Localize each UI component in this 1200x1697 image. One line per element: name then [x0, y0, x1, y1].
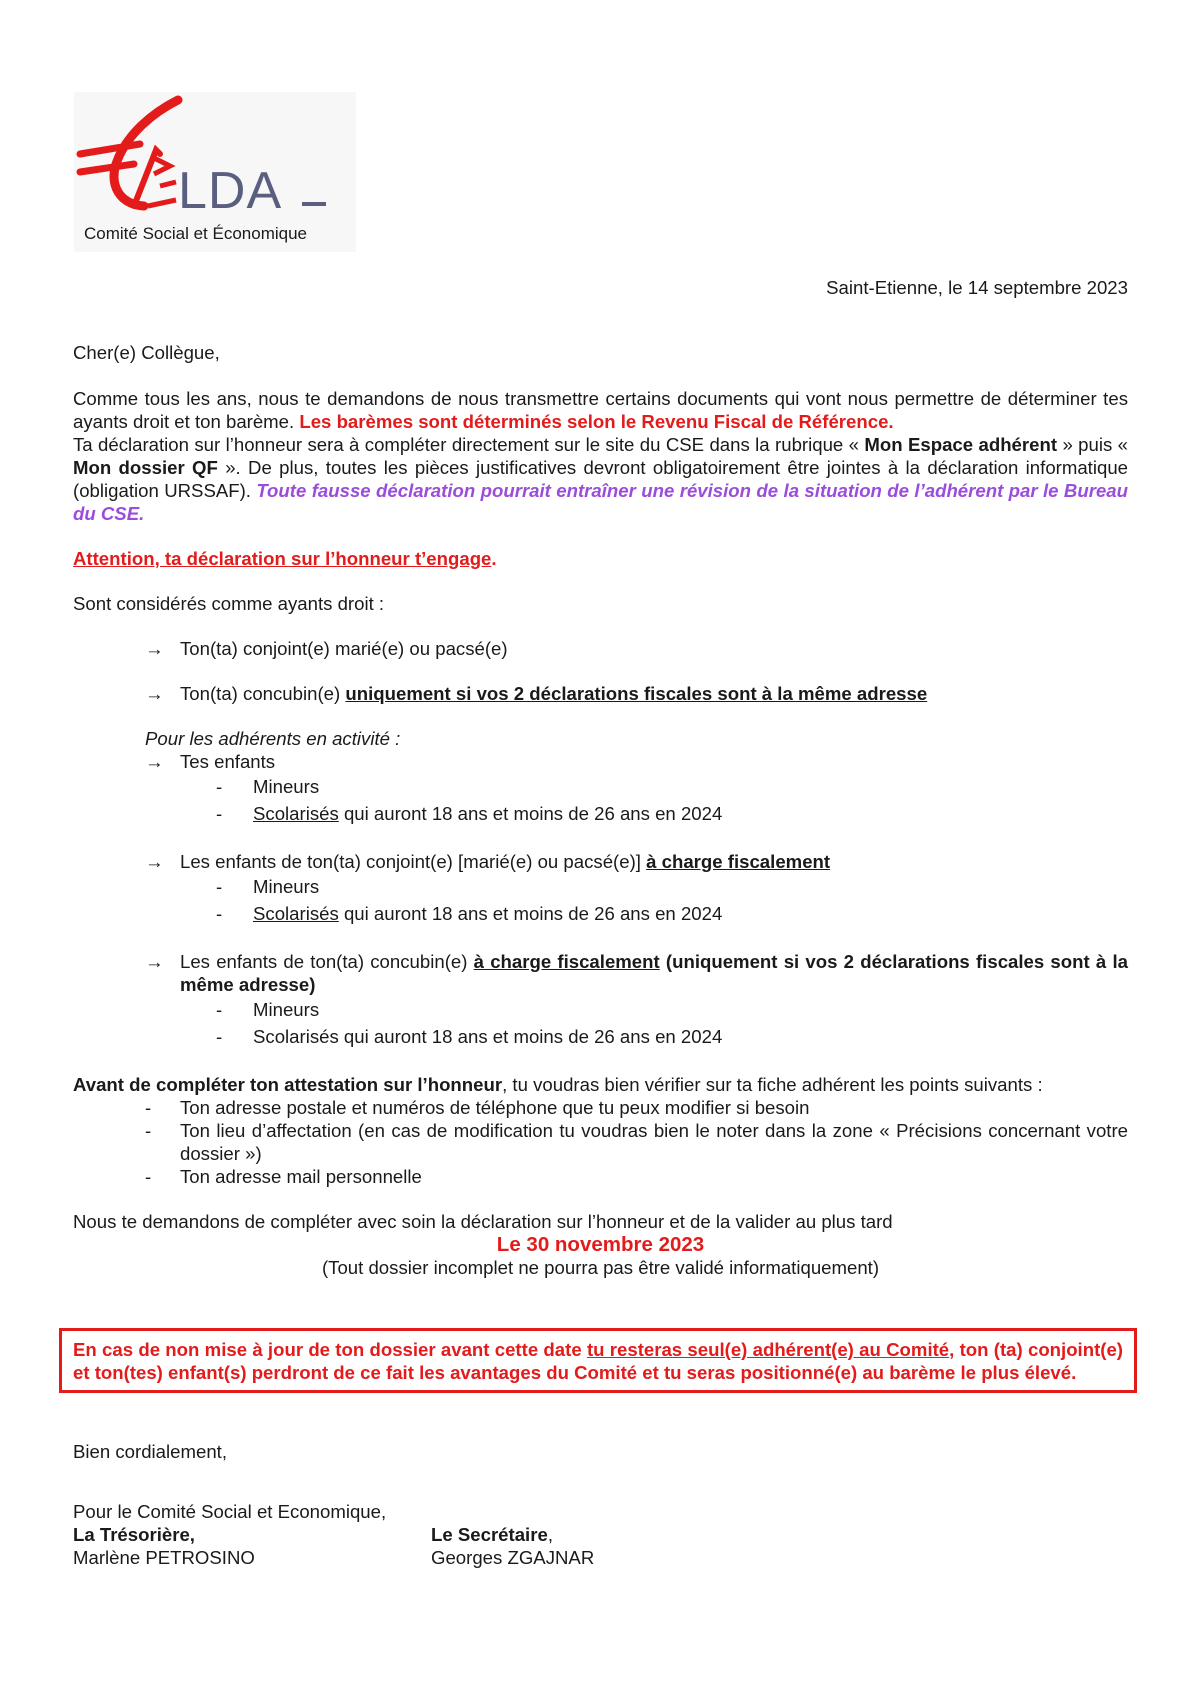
signature-secretary: Le Secrétaire, Georges ZGAJNAR [431, 1524, 595, 1568]
mon-espace-adherent: Mon Espace adhérent [864, 434, 1058, 455]
signature-name-secretary: Georges ZGAJNAR [431, 1547, 595, 1568]
signature-role-secretary: Le Secrétaire [431, 1524, 548, 1545]
warning-box: En cas de non mise à jour de ton dossier avant cette date tu resteras seul(e) adhérent(e) au Comité, ton (ta) conjoint(e) et ton(tes) enfant(s) perdront de ce fait les avantages du Comité et tu seras positionné(e) au barème le plus élevé. [59, 1328, 1137, 1393]
greeting: Cher(e) Collègue, [73, 342, 220, 363]
deadline-intro: Nous te demandons de compléter avec soin la déclaration sur l’honneur et de la valider au plus tard [73, 1211, 893, 1232]
list-item: - Mineurs [216, 876, 320, 897]
list-item: → Ton(ta) concubin(e) uniquement si vos 2 déclarations fiscales sont à la même adresse [145, 683, 928, 704]
bareme-notice: Les barèmes sont déterminés selon le Revenu Fiscal de Référence. [299, 411, 894, 432]
signature-name-treasurer: Marlène PETROSINO [73, 1547, 255, 1568]
signature-block [73, 1500, 773, 1569]
logo-subtitle: Comité Social et Économique [84, 224, 308, 243]
list-item: - Ton adresse postale et numéros de téléphone que tu peux modifier si besoin [145, 1097, 810, 1118]
signature-role-treasurer: La Trésorière, [73, 1524, 195, 1545]
list-item: → Tes enfants [145, 751, 276, 772]
deadline-note: (Tout dossier incomplet ne pourra pas être validé informatiquement) [321, 1257, 880, 1278]
signature-org: Pour le Comité Social et Economique, [73, 1501, 387, 1522]
attention-line: Attention, ta déclaration sur l’honneur t’engage. [73, 548, 497, 569]
activite-label: Pour les adhérents en activité : [145, 728, 401, 749]
arrow-icon: → [145, 751, 164, 772]
letter-body [73, 341, 1128, 1279]
logo-lettering: LDA [178, 162, 283, 220]
verify-intro: Avant de compléter ton attestation sur l’honneur, tu voudras bien vérifier sur ta fiche adhérent les points suivants : [73, 1074, 1043, 1095]
false-declaration-warning: Toute fausse déclaration pourrait entraîner une révision de la situation de l’adhérent par le Bureau du CSE. [73, 480, 1128, 524]
list-item: - Ton adresse mail personnelle [145, 1166, 422, 1187]
list-item: - Scolarisés qui auront 18 ans et moins de 26 ans en 2024 [216, 903, 723, 924]
list-item: - Ton lieu d’affectation (en cas de modification tu voudras bien le noter dans la zone « Précisions concernant votre dossier ») [145, 1120, 1128, 1164]
list-item: → Les enfants de ton(ta) conjoint(e) [marié(e) ou pacsé(e)] à charge fiscalement [145, 851, 831, 872]
list-item: - Scolarisés qui auront 18 ans et moins de 26 ans en 2024 [216, 1026, 723, 1047]
euro-logo-icon [74, 92, 356, 222]
ayants-title: Sont considérés comme ayants droit : [73, 593, 385, 614]
intro-paragraph: Comme tous les ans, nous te demandons de nous transmettre certains documents qui vont nous permettre de déterminer tes ayants droit et ton barème. Les barèmes sont déterminés selon le Revenu Fiscal de Référence. Ta déclaration sur l’honneur sera à compléter directement sur le site du CSE dans la rubrique « Mon Espace adhérent » puis « Mon dossier QF ». De plus, toutes les pièces justificatives devront obligatoirement être jointes à la déclaration informatique (obligation URSSAF). Toute fausse déclaration pourrait entraîner une révision de la situation de l’adhérent par le Bureau du CSE. [73, 388, 1129, 524]
list-item: - Mineurs [216, 776, 320, 797]
arrow-icon: → [145, 851, 164, 872]
letter-date: Saint-Etienne, le 14 septembre 2023 [826, 277, 1128, 298]
list-item: → Les enfants de ton(ta) concubin(e) à charge fiscalement (uniquement si vos 2 déclarations fiscales sont à la même adresse) [145, 951, 1128, 995]
cse-logo [74, 92, 356, 252]
mon-dossier-qf: Mon dossier QF [73, 457, 218, 478]
list-item: → Ton(ta) conjoint(e) marié(e) ou pacsé(e) [145, 638, 508, 659]
closing-line: Bien cordialement, [73, 1441, 227, 1462]
arrow-icon: → [145, 638, 164, 659]
list-item: - Scolarisés qui auront 18 ans et moins de 26 ans en 2024 [216, 803, 723, 824]
list-item: - Mineurs [216, 999, 320, 1020]
deadline-date: Le 30 novembre 2023 [496, 1233, 705, 1256]
arrow-icon: → [145, 683, 164, 704]
arrow-icon: → [145, 951, 164, 972]
